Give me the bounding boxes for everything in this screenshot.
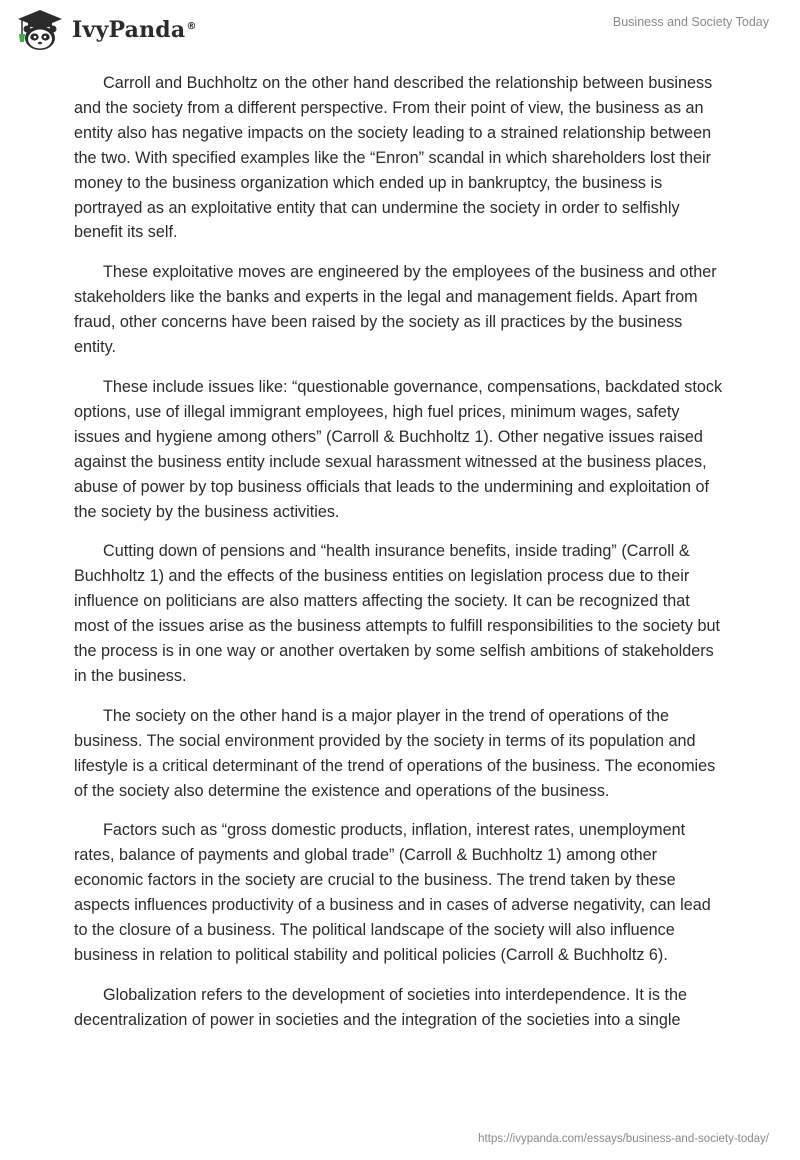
paragraph: Carroll and Buchholtz on the other hand described the relationship between business and the society from a different perspective. From their point of view, the business as an entity also has negative impacts on the society leading to a strained relationship between the two. With specified examples like the “Enron” scandal in which shareholders lost their money to the business organization which ended up in bankruptcy, the business is portrayed as an exploitative entity that can undermine the society in order to selfishly benefit its self. xyxy=(74,74,713,242)
registered-mark: ® xyxy=(186,20,197,32)
panda-graduate-icon xyxy=(14,8,66,52)
paragraph: Factors such as “gross domestic products, inflation, interest rates, unemployment rates, balance of payments and global trade” (Carroll & Buchholtz 1) among other economic factors in the society are crucial to the business. The trend taken by these aspects influences productivity of a business and in cases of adverse negativity, can lead to the closure of a business. The political landscape of the society will also influence business in relation to political stability and political policies (Carroll & Buchholtz 6). xyxy=(74,821,711,964)
brand-logo[interactable] xyxy=(14,8,197,52)
paragraph: The society on the other hand is a major player in the trend of operations of the business. The social environment provided by the society in terms of its population and lifestyle is a critical determinant of the trend of operations of the business. The economies of the society also determine the existence and operations of the business. xyxy=(74,706,716,800)
paragraph: These exploitative moves are engineered by the employees of the business and other stakeholders like the banks and experts in the legal and management fields. Apart from fraud, other concerns have been raised by the society as ill practices by the business entity. xyxy=(74,263,717,357)
paragraph: Cutting down of pensions and “health insurance benefits, inside trading” (Carroll & Buchholtz 1) and the effects of the business entities on legislation process due to their influence on politicians are also matters affecting the society. It can be recognized that most of the issues arise as the business attempts to fulfill responsibilities to the society but the process is in one way or another overtaken by some selfish ambitions of stakeholders in the business. xyxy=(74,542,721,685)
paragraph: Globalization refers to the development of societies into interdependence. It is the decentralization of power in societies and the integration of the societies into a single xyxy=(74,985,687,1029)
brand-name: IvyPanda® xyxy=(72,17,197,43)
page-header xyxy=(0,0,800,60)
paragraph: These include issues like: “questionable governance, compensations, backdated stock options, use of illegal immigrant employees, high fuel prices, minimum wages, safety issues and hygiene among others” (Carroll & Buchholtz 1). Other negative issues raised against the business entity include sexual harassment witnessed at the business places, abuse of power by top business officials that leads to the undermining and exploitation of the society by the business activities. xyxy=(74,377,723,521)
source-url[interactable]: https://ivypanda.com/essays/business-and-society-today/ xyxy=(478,1133,769,1145)
running-title: Business and Society Today xyxy=(612,15,769,29)
essay-body xyxy=(74,71,724,1048)
